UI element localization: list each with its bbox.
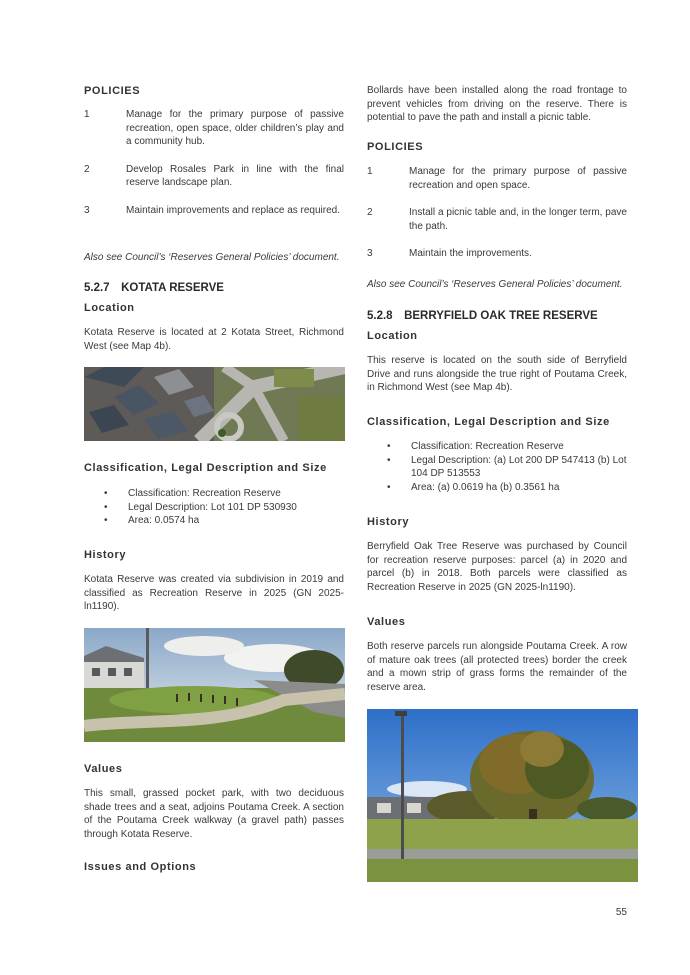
see-also-note-right: Also see Council’s ‘Reserves General Policies’ document. — [367, 279, 623, 290]
classification-list-right — [367, 440, 629, 494]
values-heading-left: Values — [84, 763, 123, 775]
policy-number: 2 — [367, 207, 373, 219]
legal-description-item: • Legal Description: (a) Lot 200 DP 547413 (b) Lot 104 DP 513553 — [387, 454, 629, 481]
policy-text: Maintain the improvements. — [409, 248, 532, 260]
section-title-berryfield: 5.2.8 BERRYFIELD OAK TREE RESERVE — [367, 310, 598, 322]
classification-item: • Classification: Recreation Reserve — [387, 440, 629, 454]
policy-text: Maintain improvements and replace as required. — [126, 204, 340, 216]
policy-number: 3 — [367, 248, 373, 260]
location-text-right: This reserve is located on the south side of Berryfield Drive and runs alongside the true right of Poutama Creek, in Richmond West (see Map 4b). — [367, 355, 627, 394]
policy-number: 3 — [84, 204, 90, 216]
policy-number: 1 — [367, 166, 373, 177]
history-text-right: Berryfield Oak Tree Reserve was purchased by Council for recreation reserve purposes: parcel (a) in 2020 and parcel (b) in 2018. Both parcels were classified as Recreation Reserve in 2025 (GN 2025-ln1190). — [367, 541, 627, 593]
policy-text: Manage for the primary purpose of passive recreation and open space. — [409, 166, 627, 191]
issues-heading-left: Issues and Options — [84, 861, 197, 873]
values-text-left: This small, grassed pocket park, with two deciduous shade trees and a seat, adjoins Poutama Creek. A section of the Poutama Creek walkway (a gravel path) passes through Kotata Reserve. — [84, 788, 344, 840]
policy-text: Develop Rosales Park in line with the final reserve landscape plan. — [126, 163, 344, 189]
classification-item: • Classification: Recreation Reserve — [104, 487, 346, 501]
legal-description-item: • Legal Description: Lot 101 DP 530930 — [104, 501, 346, 515]
policy-item — [84, 108, 344, 149]
policy-item — [367, 206, 627, 233]
policies-heading-left: POLICIES — [84, 85, 141, 97]
history-heading-right: History — [367, 516, 410, 528]
berryfield-oak-tree-photo — [367, 709, 638, 882]
policy-item — [84, 163, 344, 190]
values-heading-right: Values — [367, 616, 406, 628]
classification-heading-left: Classification, Legal Description and Size — [84, 462, 327, 474]
page-number: 55 — [615, 907, 627, 918]
area-item: • Area: (a) 0.0619 ha (b) 0.3561 ha — [387, 481, 629, 495]
location-heading-right: Location — [367, 330, 418, 342]
classification-heading-right: Classification, Legal Description and Size — [367, 416, 610, 428]
policies-list-right — [367, 165, 627, 261]
history-text-left: Kotata Reserve was created via subdivision in 2019 and classified as Recreation Reserve in 2025 (GN 2025-ln1190). — [84, 574, 344, 613]
policy-text: Manage for the primary purpose of passive recreation, open space, older children’s play and a community hub. — [126, 109, 344, 148]
location-text-left: Kotata Reserve is located at 2 Kotata Street, Richmond West (see Map 4b). — [84, 327, 344, 352]
classification-list-left — [84, 487, 346, 528]
policy-number: 1 — [84, 109, 90, 120]
section-title-kotata: 5.2.7 KOTATA RESERVE — [84, 282, 224, 294]
policy-item — [367, 165, 627, 192]
policies-heading-right: POLICIES — [367, 141, 424, 153]
kotata-reserve-photo — [84, 628, 345, 742]
see-also-note-left: Also see Council’s ‘Reserves General Policies’ document. — [84, 252, 340, 263]
kotata-aerial-photo — [84, 367, 345, 441]
values-text-right: Both reserve parcels run alongside Poutama Creek. A row of mature oak trees (all protected trees) border the creek and a mown strip of grass forms the remainder of the reserve area. — [367, 641, 627, 693]
history-heading-left: History — [84, 549, 127, 561]
location-heading-left: Location — [84, 302, 135, 314]
policies-list-left — [84, 108, 344, 218]
policy-text: Install a picnic table and, in the longer term, pave the path. — [409, 207, 627, 232]
area-item: • Area: 0.0574 ha — [104, 514, 346, 528]
policy-number: 2 — [84, 163, 90, 175]
policy-item — [367, 247, 627, 261]
intro-text-right: Bollards have been installed along the road frontage to prevent vehicles from driving on the reserve. There is potential to pave the path and install a picnic table. — [367, 85, 627, 124]
policy-item — [84, 204, 344, 218]
